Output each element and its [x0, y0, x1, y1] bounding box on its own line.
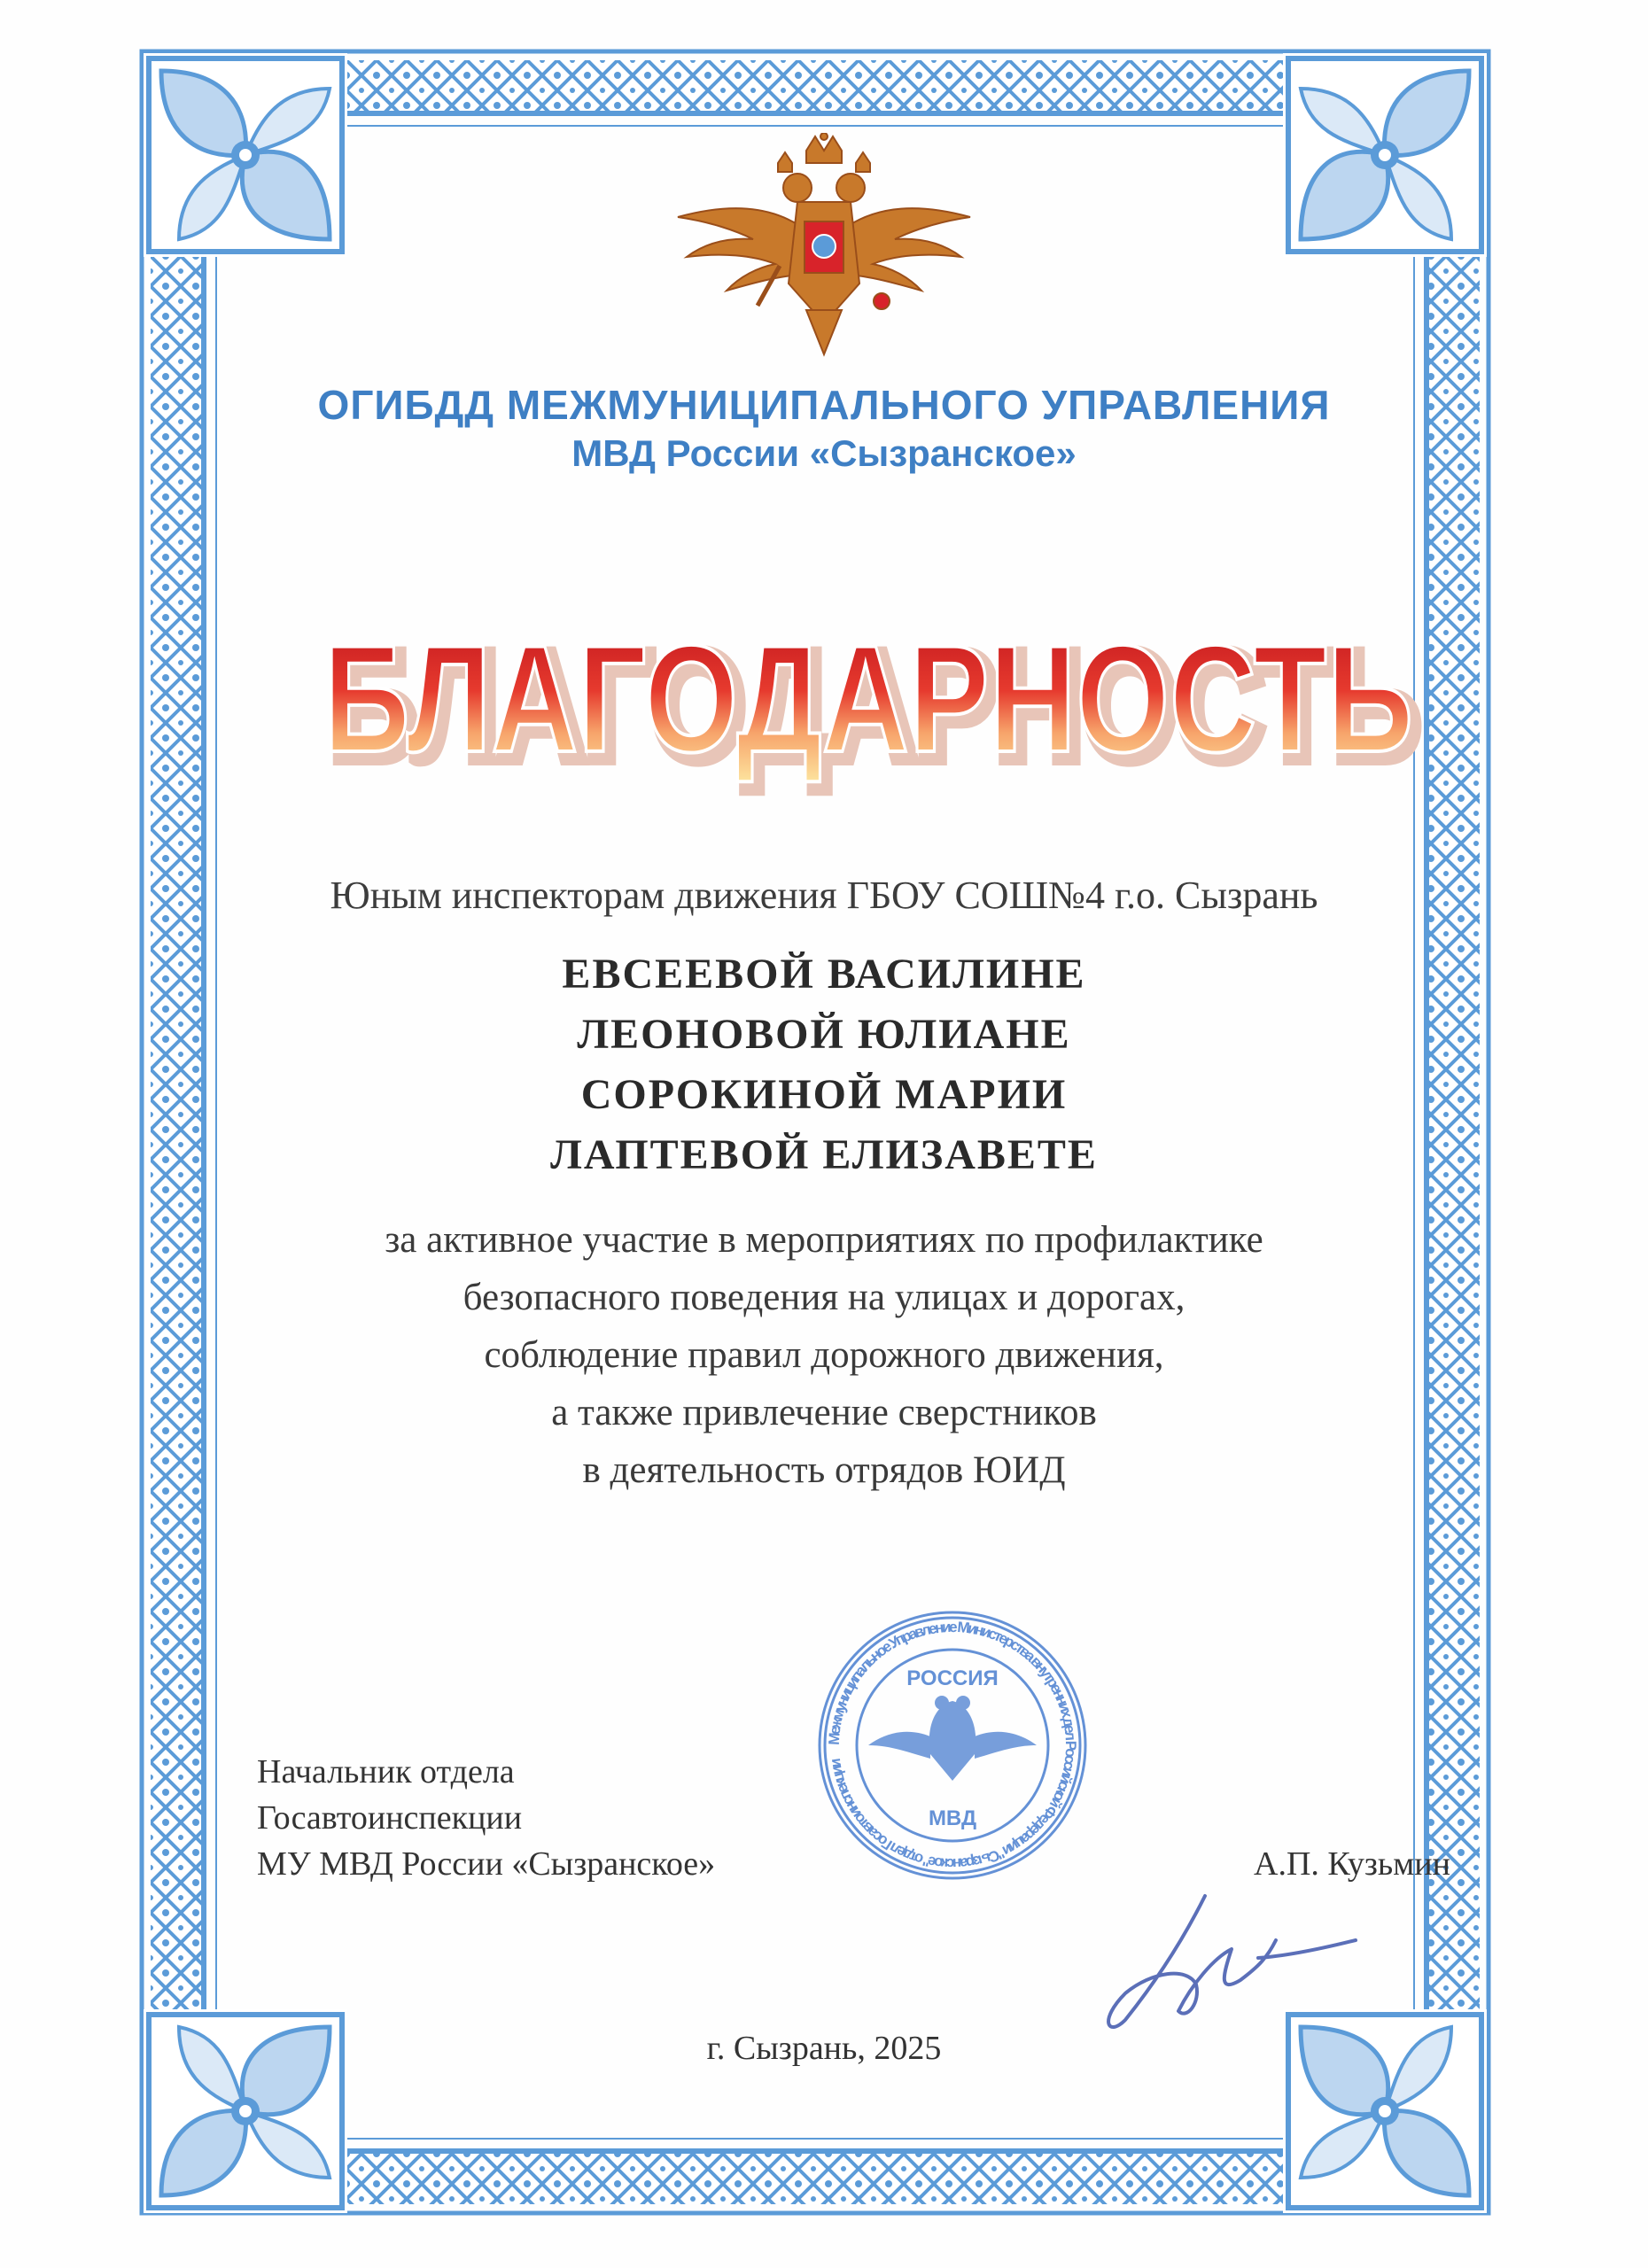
reason-line: соблюдение правил дорожного движения, — [484, 1334, 1164, 1376]
mvd-eagle-emblem — [673, 133, 975, 363]
signatory-name: А.П. Кузьмин — [1254, 1845, 1450, 1883]
org-title-line1: ОГИБДД МЕЖМУНИЦИПАЛЬНОГО УПРАВЛЕНИЯ — [317, 382, 1331, 428]
awardee-name: СОРОКИНОЙ МАРИИ — [580, 1071, 1068, 1118]
reason-line: а также привлечение сверстников — [551, 1392, 1097, 1433]
title-shadow: БЛАГОДАРНОСТЬ — [330, 621, 1420, 791]
org-title-line2: МВД России «Сызранское» — [571, 432, 1077, 474]
title-text: БЛАГОДАРНОСТЬ — [323, 614, 1413, 784]
handwritten-signature — [1090, 1887, 1382, 2038]
official-stamp — [811, 1604, 1094, 1887]
certificate-title — [292, 585, 1444, 797]
place-date: г. Сызрань, 2025 — [706, 2030, 942, 2067]
stamp-top-text: РОССИЯ — [906, 1666, 999, 1690]
stamp-bottom-text: МВД — [928, 1806, 977, 1830]
reason-line: безопасного поведения на улицах и дорогах, — [463, 1277, 1185, 1318]
signatory-position-line: Начальник отдела — [257, 1753, 515, 1790]
awardee-name: ЛАПТЕВОЙ ЕЛИЗАВЕТЕ — [550, 1131, 1098, 1178]
awardee-name: ЛЕОНОВОЙ ЮЛИАНЕ — [577, 1011, 1071, 1058]
stamp-ring-text: Межмуниципальное Управление Министерства внутренних дел Российской Федерации "Сызранское" отдел Госавтоинспекции — [825, 1618, 1080, 1873]
awardee-name: ЕВСЕЕВОЙ ВАСИЛИНЕ — [562, 951, 1086, 998]
signatory-position-line: МУ МВД России «Сызранское» — [257, 1845, 716, 1883]
reason-line: за активное участие в мероприятиях по профилактике — [385, 1219, 1263, 1261]
reason-line: в деятельность отрядов ЮИД — [582, 1449, 1066, 1491]
signatory-position-line: Госавтоинспекции — [257, 1799, 523, 1837]
recipient-group: Юным инспекторам движения ГБОУ СОШ№4 г.о. Сызрань — [330, 874, 1318, 917]
